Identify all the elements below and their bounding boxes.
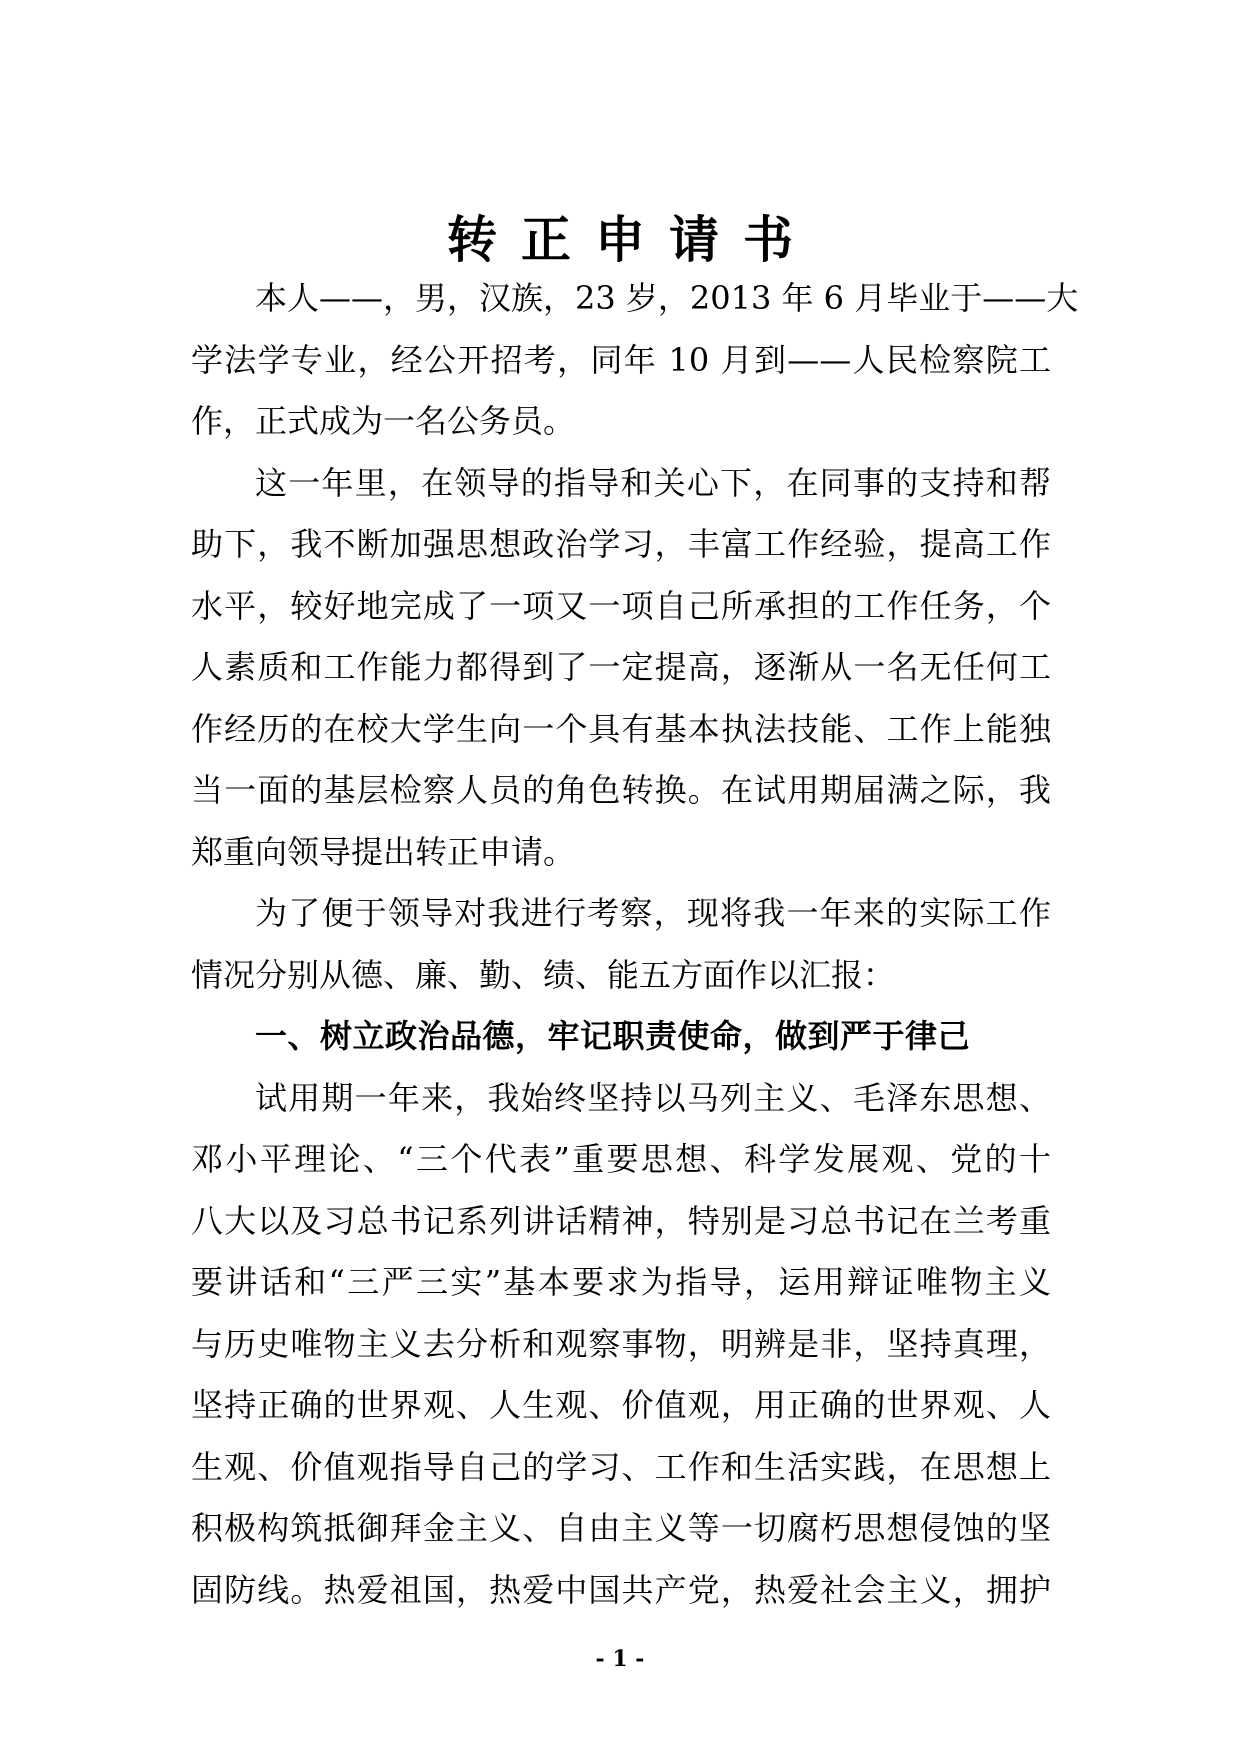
text-line: 邓小平理论、“三个代表”重要思想、科学发展观、党的十 <box>191 1140 1051 1178</box>
text-line: 为了便于领导对我进行考察，现将我一年来的实际工作 <box>255 894 1051 932</box>
text-line: 人素质和工作能力都得到了一定提高，逐渐从一名无任何工 <box>191 648 1051 686</box>
text-line: 当一面的基层检察人员的角色转换。在试用期届满之际，我 <box>191 771 1051 809</box>
document-body <box>191 268 1079 1621</box>
text-line: 助下，我不断加强思想政治学习，丰富工作经验，提高工作 <box>191 525 1051 563</box>
section-heading: 一、树立政治品德，牢记职责使命，做到严于律己 <box>255 1017 971 1055</box>
text-line: 试用期一年来，我始终坚持以马列主义、毛泽东思想、 <box>255 1078 1051 1117</box>
text-line: 要讲话和“三严三实”基本要求为指导，运用辩证唯物主义 <box>191 1263 1051 1301</box>
text-line: 固防线。热爱祖国，热爱中国共产党，热爱社会主义，拥护 <box>191 1570 1051 1609</box>
document-title: 转正申请书 <box>447 211 817 269</box>
text-line: 水平，较好地完成了一项又一项自己所承担的工作任务，个 <box>191 586 1051 625</box>
text-line: 积极构筑抵御拜金主义、自由主义等一切腐朽思想侵蚀的坚 <box>191 1509 1051 1547</box>
text-line: 学法学专业，经公开招考，同年 10 月到——人民检察院工 <box>191 340 1051 379</box>
text-line: 作经历的在校大学生向一个具有基本执法技能、工作上能独 <box>191 709 1051 748</box>
text-line: 坚持正确的世界观、人生观、价值观，用正确的世界观、人 <box>191 1386 1051 1424</box>
text-line: 八大以及习总书记系列讲话精神，特别是习总书记在兰考重 <box>191 1201 1051 1240</box>
page-number: - 1 - <box>595 1646 645 1672</box>
text-line: 作，正式成为一名公务员。 <box>191 402 576 440</box>
text-line: 生观、价值观指导自己的学习、工作和生活实践，在思想上 <box>191 1447 1051 1486</box>
text-line: 情况分别从德、廉、勤、绩、能五方面作以汇报： <box>191 955 896 994</box>
text-line: 郑重向领导提出转正申请。 <box>191 832 576 871</box>
text-line: 与历史唯物主义去分析和观察事物，明辨是非，坚持真理， <box>191 1324 1051 1363</box>
text-line: 这一年里，在领导的指导和关心下，在同事的支持和帮 <box>255 463 1051 502</box>
text-line: 本人——，男，汉族，23 岁，2013 年 6 月毕业于——大 <box>255 279 1079 317</box>
